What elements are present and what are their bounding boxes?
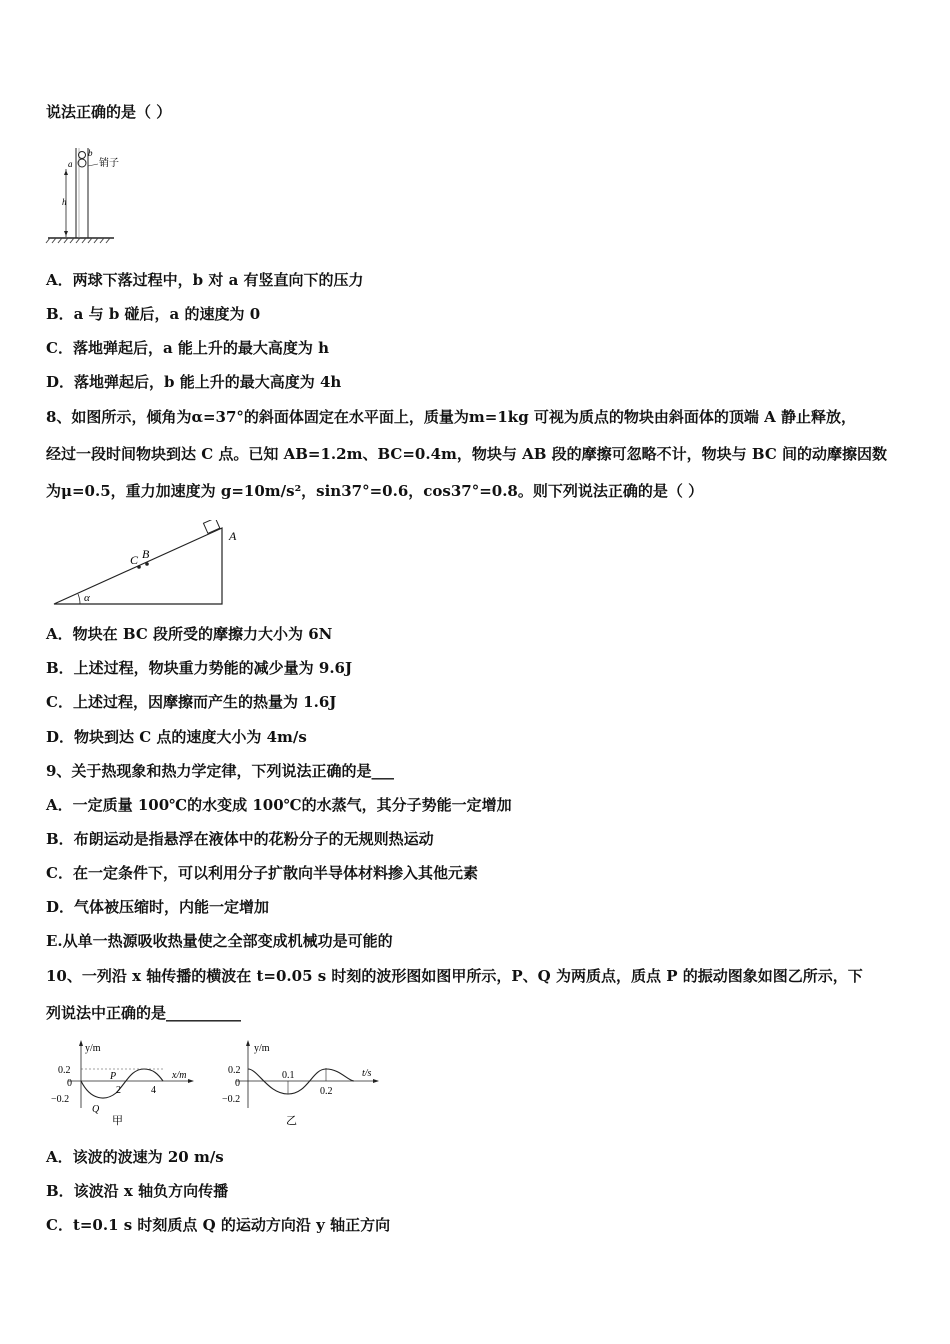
svg-text:b: b [88, 148, 93, 158]
q7-option-b: B．a 与 b 碰后，a 的速度为 0 [46, 305, 261, 323]
q9-option-e: E.从单一热源吸收热量使之全部变成机械功是可能的 [46, 932, 393, 950]
q10-option-b: B．该波沿 x 轴负方向传播 [46, 1182, 229, 1200]
q7-stem-tail: 说法正确的是（ ） [46, 103, 172, 121]
svg-text:0: 0 [235, 1078, 240, 1089]
svg-text:y/m: y/m [85, 1043, 101, 1054]
svg-text:0.1: 0.1 [282, 1070, 295, 1081]
q9-option-c: C．在一定条件下，可以利用分子扩散向半导体材料掺入其他元素 [46, 864, 478, 882]
svg-text:0.2: 0.2 [58, 1065, 71, 1076]
q8-stem-line1: 8、如图所示，倾角为α=37°的斜面体固定在水平面上，质量为m=1kg 可视为质点的物块由斜面体的顶端 A 静止释放， [46, 408, 856, 426]
q8-stem-line3: 为μ=0.5，重力加速度为 g=10m/s²，sin37°=0.6，cos37°=0.8。则下列说法正确的是（ ） [46, 482, 704, 500]
svg-text:A: A [229, 529, 237, 543]
svg-text:y/m: y/m [254, 1043, 270, 1054]
q10-figure-jia [48, 1038, 198, 1130]
block [203, 520, 219, 533]
q8-option-a: A．物块在 BC 段所受的摩擦力大小为 6N [46, 625, 333, 643]
svg-text:C: C [130, 553, 139, 567]
svg-text:乙: 乙 [286, 1115, 297, 1127]
q10-option-a: A．该波的波速为 20 m/s [46, 1148, 224, 1166]
q10-stem-line2: 列说法中正确的是__________ [46, 1004, 242, 1022]
svg-text:4: 4 [151, 1085, 156, 1096]
q9-option-d: D．气体被压缩时，内能一定增加 [46, 898, 270, 916]
q8-option-c: C．上述过程，因摩擦而产生的热量为 1.6J [46, 693, 337, 711]
q8-stem-line2: 经过一段时间物块到达 C 点。已知 AB=1.2m、BC=0.4m，物块与 AB 段的摩擦可忽略不计，物块与 BC 间的动摩擦因数 [46, 445, 887, 463]
q7-option-a: A．两球下落过程中，b 对 a 有竖直向下的压力 [46, 271, 364, 289]
svg-text:t/s: t/s [362, 1068, 372, 1079]
svg-text:x/m: x/m [172, 1070, 187, 1081]
svg-text:0.2: 0.2 [228, 1065, 241, 1076]
ball-b [79, 152, 86, 159]
q8-option-b: B．上述过程，物块重力势能的减少量为 9.6J [46, 659, 353, 677]
q9-option-a: A．一定质量 100℃的水变成 100℃的水蒸气，其分子势能一定增加 [46, 796, 512, 814]
q8-option-d: D．物块到达 C 点的速度大小为 4m/s [46, 728, 307, 746]
q9-stem: 9、关于热现象和热力学定律，下列说法正确的是___ [46, 762, 394, 780]
svg-text:P: P [110, 1071, 117, 1082]
q7-option-d: D．落地弹起后，b 能上升的最大高度为 4h [46, 373, 342, 391]
q10-figure-yi [222, 1038, 382, 1130]
svg-text:α: α [84, 592, 90, 604]
svg-text:0: 0 [67, 1078, 72, 1089]
q10-stem-line1: 10、一列沿 x 轴传播的横波在 t=0.05 s 时刻的波形图如图甲所示，P、Q 为两质点，质点 P 的振动图象如图乙所示，下 [46, 967, 863, 985]
svg-text:a: a [68, 159, 73, 169]
svg-text:−0.2: −0.2 [51, 1094, 70, 1105]
svg-text:Q: Q [92, 1104, 100, 1115]
q7-figure [44, 144, 124, 244]
svg-text:2: 2 [116, 1085, 121, 1096]
q8-incline-figure [50, 520, 250, 610]
svg-text:h: h [62, 197, 67, 207]
svg-text:B: B [142, 547, 150, 561]
svg-text:销子: 销子 [99, 158, 119, 169]
q9-option-b: B．布朗运动是指悬浮在液体中的花粉分子的无规则热运动 [46, 830, 434, 848]
q10-option-c: C．t=0.1 s 时刻质点 Q 的运动方向沿 y 轴正方向 [46, 1216, 391, 1234]
svg-text:0.2: 0.2 [320, 1086, 333, 1097]
svg-text:甲: 甲 [112, 1115, 123, 1127]
q7-option-c: C．落地弹起后，a 能上升的最大高度为 h [46, 339, 330, 357]
svg-text:−0.2: −0.2 [222, 1094, 241, 1105]
